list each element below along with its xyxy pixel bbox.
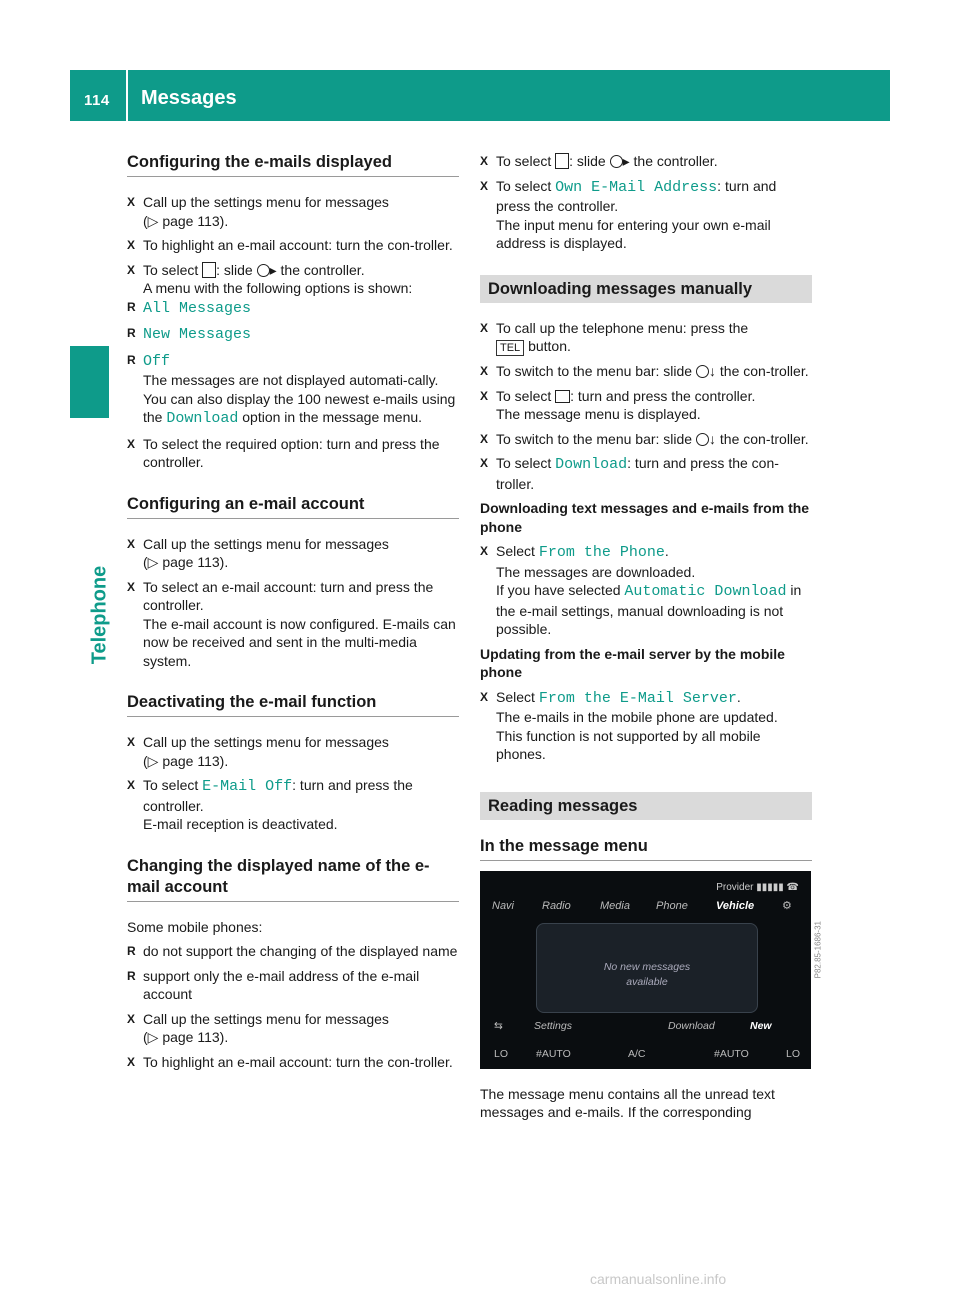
step: X To select an e-mail account: turn and press the controller. The e-mail account is now configured. E-mails can now be received and sent in the multi-media system. — [127, 578, 459, 671]
step: X Call up the settings menu for messages (▷ page 113). — [127, 1010, 459, 1047]
section-title-changing-name: Changing the displayed name of the e-mail account — [127, 856, 459, 902]
step: X Select From the E-Mail Server. The e-mails in the mobile phone are updated. — [480, 688, 812, 727]
caption-text: The message menu contains all the unread text messages and e-mails. If the corresponding — [480, 1085, 775, 1120]
list-item: R support only the e-mail address of the e-mail account — [127, 967, 459, 1004]
tab-vehicle[interactable]: Vehicle — [716, 899, 755, 912]
status-bar: Provider ▮▮▮▮▮ ☎ — [716, 881, 799, 893]
subheading: Downloading text messages and e-mails from the phone — [480, 500, 810, 535]
step: X To switch to the menu bar: slide ↓ the con-troller. — [480, 430, 812, 449]
step: X To select : turn and press the controller. The message menu is displayed. — [480, 387, 812, 424]
step: X Call up the settings menu for messages (▷ page 113). — [127, 733, 459, 770]
step: X To select E-Mail Off: turn and press the controller. E-mail reception is deactivated. — [127, 776, 459, 834]
section-title-reading: Reading messages — [480, 792, 812, 820]
controller-icon — [610, 155, 623, 168]
list-item: R All Messages — [127, 298, 459, 319]
tab-navi[interactable]: Navi — [492, 899, 515, 912]
list-item: R do not support the changing of the displayed name — [127, 942, 459, 961]
controller-icon — [696, 433, 709, 446]
temp-right: LO — [786, 1047, 801, 1060]
empty-message-line2: available — [626, 975, 668, 988]
step: X To call up the telephone menu: press the TEL button. — [480, 319, 812, 357]
subsection-title-message-menu: In the message menu — [480, 836, 812, 861]
step: X Select From the Phone. The messages are downloaded. — [480, 542, 812, 581]
step: X To select Own E-Mail Address: turn and press the controller. The input menu for entering your own e-mail address is displayed. — [480, 177, 812, 253]
tab-phone[interactable]: Phone — [656, 899, 688, 912]
ac-label: A/C — [628, 1047, 646, 1060]
note: If you have selected Automatic Download in the e-mail settings, manual downloading is not possible. — [496, 582, 802, 637]
step: X To select Download: turn and press the con-troller. — [480, 454, 812, 493]
list-item: R New Messages — [127, 324, 459, 345]
section-title-configuring-emails: Configuring the e-mails displayed — [127, 152, 459, 177]
tel-key-icon: TEL — [496, 340, 524, 356]
subheading: Updating from the e-mail server by the mobile phone — [480, 645, 785, 680]
climate-bar — [480, 1045, 811, 1063]
step: X Call up the settings menu for messages (▷ page 113). — [127, 535, 459, 572]
right-column — [480, 152, 822, 1122]
header-divider — [126, 70, 128, 121]
menu-bar — [480, 895, 811, 915]
envelope-icon — [555, 390, 570, 403]
action-bar — [480, 1017, 811, 1035]
gear-icon[interactable]: ⚙ — [782, 899, 792, 912]
step: X To select : slide ▸ the controller. — [480, 152, 812, 171]
watermark: carmanualsonline.info — [590, 1271, 727, 1287]
step: X To select : slide ▸ the controller. A menu with the following options is shown: — [127, 261, 459, 298]
back-icon[interactable]: ⇆ — [494, 1019, 503, 1032]
temp-left: LO — [494, 1047, 509, 1060]
left-column — [127, 152, 459, 1071]
empty-message-line1: No new messages — [603, 960, 691, 973]
side-tab-marker — [70, 346, 109, 418]
download-button[interactable]: Download — [668, 1019, 715, 1032]
step: X To highlight an e-mail account: turn the con-troller. — [127, 1053, 459, 1072]
controller-icon — [696, 365, 709, 378]
page-number: 114 — [84, 92, 110, 109]
message-panel — [536, 923, 758, 1013]
step: X To highlight an e-mail account: turn the con-troller. — [127, 236, 459, 255]
fan-auto-left: #AUTO — [536, 1047, 571, 1060]
menu-icon — [555, 153, 569, 169]
tab-media[interactable]: Media — [600, 899, 630, 912]
side-section-label: Telephone — [88, 565, 110, 665]
controller-icon — [257, 264, 270, 277]
list-item: R Off — [127, 351, 459, 372]
intro-text: Some mobile phones: — [127, 918, 263, 935]
note: This function is not supported by all mobile phones. — [496, 727, 761, 762]
option-description: The messages are not displayed automati-cally. You can also display the 100 newest e-mails using the Download option in the message menu. — [143, 372, 456, 427]
menu-icon — [202, 262, 216, 278]
tab-radio[interactable]: Radio — [542, 899, 571, 912]
step: X To select the required option: turn and press the controller. — [127, 435, 459, 472]
section-title-configuring-account: Configuring an e-mail account — [127, 494, 459, 519]
new-button[interactable]: New — [750, 1019, 772, 1032]
fan-auto-right: #AUTO — [714, 1047, 749, 1060]
page-title: Messages — [141, 87, 237, 109]
section-title-downloading: Downloading messages manually — [480, 275, 812, 303]
step: X To switch to the menu bar: slide ↓ the con-troller. — [480, 362, 812, 381]
step: X Call up the settings menu for messages (▷ page 113). — [127, 193, 459, 230]
image-code: P82.85-1686-31 — [813, 920, 822, 978]
section-title-deactivating: Deactivating the e-mail function — [127, 692, 459, 717]
message-menu-screenshot — [480, 871, 822, 1069]
settings-button[interactable]: Settings — [534, 1019, 572, 1032]
